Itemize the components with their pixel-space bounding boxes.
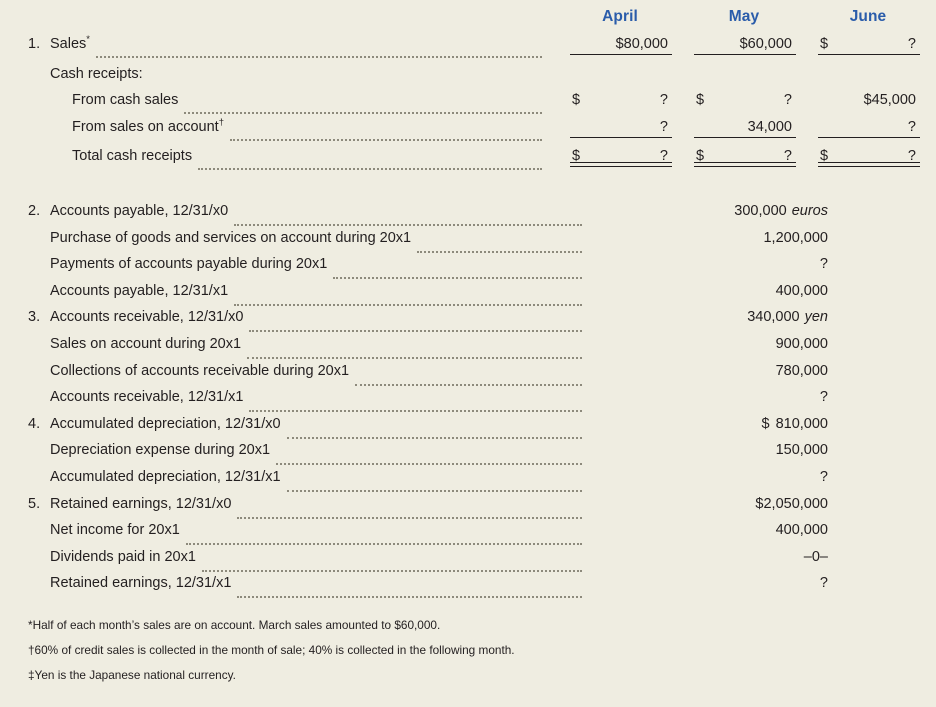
currency-name: yen — [804, 309, 828, 326]
worksheet-row — [28, 256, 920, 283]
value-amount: $80,000 — [615, 36, 668, 52]
value-amount: 900,000 — [775, 336, 828, 352]
row-label — [50, 66, 143, 82]
worksheet-row — [28, 442, 920, 469]
currency-symbol: $ — [572, 148, 581, 164]
value-amount: 34,000 — [747, 119, 792, 135]
value-cell — [588, 283, 920, 299]
value-amount: 150,000 — [775, 442, 828, 459]
value-amount: 400,000 — [775, 282, 828, 299]
row-label: Accumulated depreciation, 12/31/x1 — [50, 469, 281, 485]
value-cell — [588, 363, 920, 379]
value-cell — [588, 549, 920, 565]
footnotes — [28, 618, 920, 693]
value-cells — [548, 119, 920, 138]
row-label-text: From sales on account — [72, 119, 219, 135]
value-cell — [588, 575, 920, 591]
worksheet-row — [28, 522, 920, 549]
worksheet-row — [28, 203, 920, 230]
value-amount: ? — [783, 92, 792, 108]
value-amount: –0– — [803, 548, 828, 565]
worksheet-row — [28, 469, 920, 496]
worksheet-row — [28, 549, 920, 576]
value-cell — [816, 66, 920, 85]
value-amount: 2,050,000 — [763, 495, 828, 512]
value-cells — [548, 36, 920, 55]
value-amount: 810,000 — [775, 415, 828, 432]
value-amount: 300,000 — [734, 203, 787, 219]
currency-symbol: $ — [761, 415, 770, 432]
row-label: Purchase of goods and services on account during 20x1 — [50, 229, 412, 246]
value-cell — [568, 148, 672, 167]
row-label: Accounts payable, 12/31/x1 — [50, 282, 229, 299]
value-amount: 340,000 — [747, 309, 800, 326]
worksheet-row — [28, 309, 920, 336]
value-amount: 400,000 — [775, 522, 828, 539]
dot-leader — [237, 595, 582, 598]
value-cell — [588, 496, 920, 512]
value-cell — [568, 66, 672, 85]
currency-symbol: $ — [696, 148, 705, 164]
dot-leader — [249, 329, 582, 332]
worksheet-row — [28, 496, 920, 523]
worksheet-row — [28, 148, 920, 174]
month-column-headers — [548, 8, 920, 30]
row-label: Accumulated depreciation, 12/31/x0 — [50, 415, 281, 432]
value-cell — [588, 309, 920, 325]
dot-leader — [276, 462, 582, 465]
value-cell — [816, 148, 920, 167]
worksheet-row — [28, 230, 920, 257]
row-label: Payments of accounts payable during 20x1 — [50, 256, 328, 273]
footnote: †60% of credit sales is collected in the month of sale; 40% is collected in the following month. — [28, 643, 515, 657]
value-cell — [588, 256, 920, 272]
value-cell — [588, 336, 920, 352]
row-number: 5. — [28, 495, 41, 512]
value-amount: ? — [819, 575, 828, 592]
value-cell — [588, 203, 920, 219]
value-cell — [816, 92, 920, 111]
dot-leader — [249, 409, 582, 412]
row-number: 1. — [28, 36, 41, 52]
worksheet-row — [28, 575, 920, 602]
value-cell — [588, 469, 920, 485]
row-label: Accounts receivable, 12/31/x1 — [50, 389, 244, 406]
row-label: Dividends paid in 20x1 — [50, 548, 196, 565]
row-label — [50, 119, 224, 135]
worksheet-row — [28, 36, 920, 62]
value-cell — [588, 416, 920, 432]
row-label-text: Total cash receipts — [72, 148, 193, 164]
row-label: Sales on account during 20x1 — [50, 336, 242, 352]
value-amount: ? — [819, 469, 828, 485]
dot-leader — [234, 303, 582, 306]
value-cell — [816, 119, 920, 138]
value-amount: ? — [819, 256, 828, 273]
value-amount: ? — [659, 92, 668, 108]
value-cell — [692, 119, 796, 138]
footnote: *Half of each month’s sales are on account. March sales amounted to $60,000. — [28, 618, 441, 632]
column-header-april: April — [602, 8, 638, 25]
dot-leader — [202, 569, 582, 572]
value-amount: $60,000 — [739, 36, 792, 52]
worksheet-row — [28, 92, 920, 118]
value-amount: ? — [659, 148, 668, 164]
worksheet-row — [28, 389, 920, 416]
row-label — [50, 148, 192, 164]
footnote-marker: * — [86, 34, 90, 46]
dot-leader — [237, 516, 582, 519]
footnote: ‡Yen is the Japanese national currency. — [28, 668, 236, 682]
dot-leader — [355, 383, 582, 386]
value-cells — [548, 148, 920, 167]
value-amount: ? — [783, 148, 792, 164]
row-label: Collections of accounts receivable during 20x1 — [50, 362, 350, 379]
worksheet-row — [28, 119, 920, 145]
value-cell — [568, 36, 672, 55]
value-cell — [692, 66, 796, 85]
worksheet-row — [28, 363, 920, 390]
dot-leader — [287, 489, 582, 492]
value-cell — [692, 148, 796, 167]
dot-leader — [230, 138, 542, 141]
currency-name: euros — [791, 203, 828, 219]
value-cell — [568, 119, 672, 138]
footnote-marker: † — [218, 117, 224, 129]
dot-leader — [96, 55, 542, 58]
value-cell — [568, 92, 672, 111]
value-cell — [692, 36, 796, 55]
row-label: Accounts receivable, 12/31/x0 — [50, 309, 244, 326]
value-amount: ? — [819, 389, 828, 406]
currency-symbol: $ — [820, 36, 829, 52]
row-number: 4. — [28, 415, 41, 432]
value-amount: ? — [907, 119, 916, 135]
currency-symbol: $ — [696, 92, 705, 108]
value-amount: ? — [907, 148, 916, 164]
row-number: 2. — [28, 203, 41, 219]
dot-leader — [417, 250, 582, 253]
column-header-may: May — [728, 8, 760, 25]
value-cells — [548, 66, 920, 85]
row-label — [50, 36, 90, 52]
value-cell — [816, 36, 920, 55]
dot-leader — [234, 223, 582, 226]
dot-leader — [287, 436, 582, 439]
value-cell — [588, 442, 920, 458]
value-cell — [588, 230, 920, 246]
dot-leader — [184, 111, 542, 114]
value-cell — [588, 389, 920, 405]
dot-leader — [247, 356, 582, 359]
row-label-text: Sales — [50, 36, 87, 52]
worksheet-row — [28, 283, 920, 310]
row-label-text: From cash sales — [72, 92, 179, 108]
row-label: Net income for 20x1 — [50, 522, 180, 539]
value-amount: ? — [659, 119, 668, 135]
value-amount: $45,000 — [863, 92, 916, 108]
value-amount: ? — [907, 36, 916, 52]
currency-symbol: $ — [820, 148, 829, 164]
dot-leader — [186, 542, 582, 545]
row-label: Retained earnings, 12/31/x0 — [50, 495, 232, 512]
value-cell — [588, 522, 920, 538]
worksheet-row — [28, 66, 920, 92]
worksheet-row — [28, 416, 920, 443]
row-label: Accounts payable, 12/31/x0 — [50, 203, 229, 219]
dot-leader — [333, 276, 582, 279]
value-amount: 780,000 — [775, 362, 828, 379]
row-number: 3. — [28, 309, 41, 326]
currency-symbol: $ — [755, 495, 764, 512]
dot-leader — [198, 167, 542, 170]
value-cells — [548, 92, 920, 111]
row-label: Retained earnings, 12/31/x1 — [50, 575, 232, 592]
row-label-text: Cash receipts: — [50, 66, 143, 82]
row-label — [50, 92, 178, 108]
worksheet-row — [28, 336, 920, 363]
currency-symbol: $ — [572, 92, 581, 108]
row-label: Depreciation expense during 20x1 — [50, 442, 271, 459]
column-header-june: June — [849, 8, 887, 25]
value-cell — [692, 92, 796, 111]
value-amount: 1,200,000 — [763, 229, 828, 246]
